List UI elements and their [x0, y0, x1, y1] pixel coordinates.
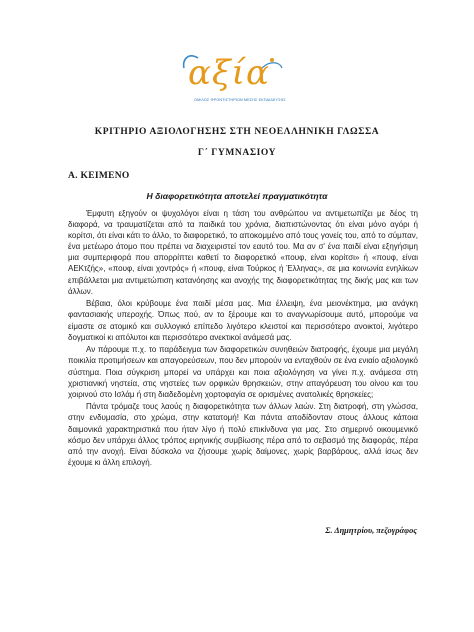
grade-label: Γ΄ ΓΥΜΝΑΣΙΟΥ [197, 148, 277, 158]
paragraph-1: Έμφυτη εξηγούν οι ψυχολόγοι είναι η τάση του ανθρώπου να αντιμετωπίζει με δέος τη διαφορά, να τραυματίζεται από τα παιδικά του χρόνια, διαπιστώνοντας ότι είναι μόνο αγόρι ή κορίτσι, ότι είναι κάτι το άλλο, το διαφορετικό, το αποκομμένο από τους γονείς του, από το σύμπαν, ένα μετέωρο άτομο που πρέπει να διαχειριστεί τον εαυτό του. Μα αν σ' ένα παιδί είναι εξηγήσιμη μια συμπεριφορά που απορρίπτει καθετί το διαφορετικό «πουφ, είναι κορίτσι» ή «πουφ, είναι ΑΕΚτζής», «πουφ, είναι χοντρός» ή «πουφ, είναι Τούρκος ή Έλληνας», σε μια κοινωνία ενηλίκων επιβάλλεται μια αντιμετώπιση κατανόησης και ανοχής της διαφορετικότητας της δικής μας και των άλλων. [68, 209, 418, 296]
paragraph-3: Αν πάρουμε π.χ. το παράδειγμα των διαφορετικών συνηθειών διατροφής, έχουμε μια μεγάλη ποικιλία προτιμήσεων και απαγορεύσεων, που δεν μπορούν να ενταχθούν σε ένα ενιαίο αξιολογικό σύστημα. Ποια σύγκριση μπορεί να υπάρχει και ποια αξιολόγηση να γίνει π.χ. ανάμεσα στη χριστιανική νηστεία, στις νηστείες των ορφικών θρησκειών, στην απαγόρευση του οίνου και του χοιρινού στο Ισλάμ ή στη διαδεδομένη χορτοφαγία σε ορισμένες ανατολικές θρησκείες; [68, 345, 418, 399]
author-signature: Σ. Δημητρίου, πεζογράφος [325, 526, 417, 535]
exam-title: ΚΡΙΤΗΡΙΟ ΑΞΙΟΛΟΓΗΣΗΣ ΣΤΗ ΝΕΟΕΛΛΗΝΙΚΗ ΓΛΩΣΣΑ [94, 127, 380, 137]
paragraph-2: Βέβαια, όλοι κρύβουμε ένα παιδί μέσα μας. Μια έλλειψη, ένα μειονέκτημα, μια ανάγκη φαντασιακής υπεροχής. Όπως πού, αν το ξέρουμε και το αναγνωρίσουμε αυτό, μπορούμε να είμαστε σε ατομικό και συλλογικό επίπεδο λιγότερο κλειστοί και περισσότερο ανοικτοί, λιγότερο δογματικοί κι απόλυτοι και περισσότερο ανεκτικοί ανάμεσά μας. [68, 299, 418, 342]
section-heading: Α. ΚΕΙΜΕΝΟ [68, 171, 130, 181]
article-body [68, 208, 418, 470]
axia-logo [174, 54, 306, 112]
paragraph-4: Πάντα τρόμαζε τους λαούς η διαφορετικότητα των άλλων λαών. Στη διατροφή, στη γλώσσα, στην ενδυμασία, στο χρώμα, στην κατατομή! Και πάντα αποδίδονταν στους άλλους κάποια δαιμονικά χαρακτηριστικά που ήταν λίγο ή πολύ επικίνδυνα για μας. Στο σημερινό οικουμενικό κόσμο δεν υπάρχει άλλος τρόπος ειρηνικής συμβίωσης πέρα από το σεβασμό της διαφοράς, πέρα από την ανοχή. Είναι δύσκολο να ζήσουμε χωρίς δαίμονες, χωρίς βαρβάρους, αλλά ίσως δεν έχουμε κι άλλη επιλογή. [68, 402, 418, 467]
article-title: Η διαφορετικότητα αποτελεί πραγματικότητα [146, 191, 328, 201]
logo-tagline: ΟΜΙΛΟΣ ΦΡΟΝΤΙΣΤΗΡΙΩΝ ΜΕΣΗΣ ΕΚΠΑΙΔΕΥΣΗΣ [194, 98, 286, 102]
logo-wordmark: αξία [188, 53, 270, 93]
